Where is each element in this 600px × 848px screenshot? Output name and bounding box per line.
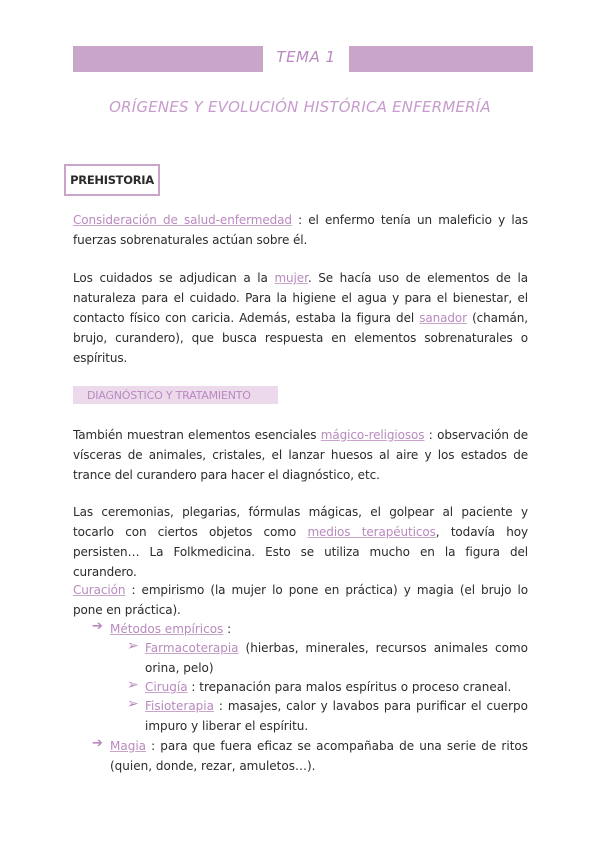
item-text: : trepanación para malos espíritus o proceso craneal. <box>187 680 512 694</box>
paragraph-salud-enfermedad <box>73 210 528 250</box>
arrow-icon: ➔ <box>92 619 103 634</box>
arrowhead-icon: ➢ <box>127 677 139 693</box>
arrow-icon: ➔ <box>92 736 103 751</box>
paragraph-cuidados <box>73 268 528 368</box>
list-item-metodos <box>110 619 528 639</box>
term-medios-terapeuticos: medios terapéuticos <box>307 525 436 539</box>
term-magia: Magia <box>110 739 147 753</box>
term-curacion: Curación <box>73 583 126 597</box>
item-text: : masajes, calor y lavabos para purificar el cuerpo impuro y liberar el espíritu. <box>145 699 528 733</box>
paragraph-text: : el enfermo tenía un maleficio y las fuerzas sobrenaturales actúan sobre él. <box>73 213 528 247</box>
item-text: : para que fuera eficaz se acompañaba de una serie de ritos (quien, donde, rezar, amuletos…). <box>110 739 528 773</box>
term-sanador: sanador <box>419 311 467 325</box>
paragraph-text: (chamán, brujo, curandero), que busca respuesta en elementos sobrenaturales o espíritus. <box>73 311 528 365</box>
paragraph-curacion <box>73 580 528 620</box>
term-cirugia: Cirugía <box>145 680 188 694</box>
term-salud-enfermedad: Consideración de salud-enfermedad <box>73 213 292 227</box>
section-box-prehistoria: PREHISTORIA <box>64 164 160 196</box>
paragraph-text: : observación de vísceras de animales, cristales, el lanzar huesos al aire y los estados de trance del curandero para hacer el diagnóstico, etc. <box>73 428 528 482</box>
term-magico-religiosos: mágico-religiosos <box>320 428 425 442</box>
term-mujer: mujer <box>274 271 308 285</box>
term-farmacoterapia: Farmacoterapia <box>145 641 239 655</box>
paragraph-text: También muestran elementos esenciales <box>73 428 321 442</box>
subheader-diagnostico: DIAGNÓSTICO Y TRATAMIENTO <box>73 386 278 404</box>
header-bar-left <box>73 46 263 72</box>
paragraph-text: . Se hacía uso de elementos de la naturaleza para el cuidado. Para la higiene el agua y para el bienestar, el contacto físico con caricia. Además, estaba la figura del <box>73 271 528 325</box>
term-fisioterapia: Fisioterapia <box>145 699 214 713</box>
paragraph-text: Los cuidados se adjudican a la <box>73 271 275 285</box>
tema-label: TEMA 1 <box>276 48 336 66</box>
arrowhead-icon: ➢ <box>127 638 139 654</box>
term-metodos-empiricos: Métodos empíricos <box>110 622 224 636</box>
tema-header <box>73 46 533 72</box>
item-text: : <box>223 622 232 636</box>
paragraph-magico-religiosos <box>73 425 528 485</box>
paragraph-text: : empirismo (la mujer lo pone en práctica) y magia (el brujo lo pone en práctica). <box>73 583 528 617</box>
header-bar-right <box>349 46 533 72</box>
document-title: ORÍGENES Y EVOLUCIÓN HISTÓRICA ENFERMERÍA <box>109 98 491 116</box>
list-item-farmacoterapia <box>145 638 528 678</box>
list-item-magia <box>110 736 528 776</box>
item-text: (hierbas, minerales, recursos animales como orina, pelo) <box>145 641 528 675</box>
arrowhead-icon: ➢ <box>127 696 139 712</box>
list-item-fisioterapia <box>145 696 528 736</box>
paragraph-ceremonias <box>73 502 528 582</box>
paragraph-text: Las ceremonias, plegarias, fórmulas mágicas, el golpear al paciente y tocarlo con ciertos objetos como <box>73 505 528 539</box>
list-item-cirugia <box>145 677 528 697</box>
paragraph-text: , todavía hoy persisten… La Folkmedicina. Esto se utiliza mucho en la figura del curandero. <box>73 525 529 579</box>
